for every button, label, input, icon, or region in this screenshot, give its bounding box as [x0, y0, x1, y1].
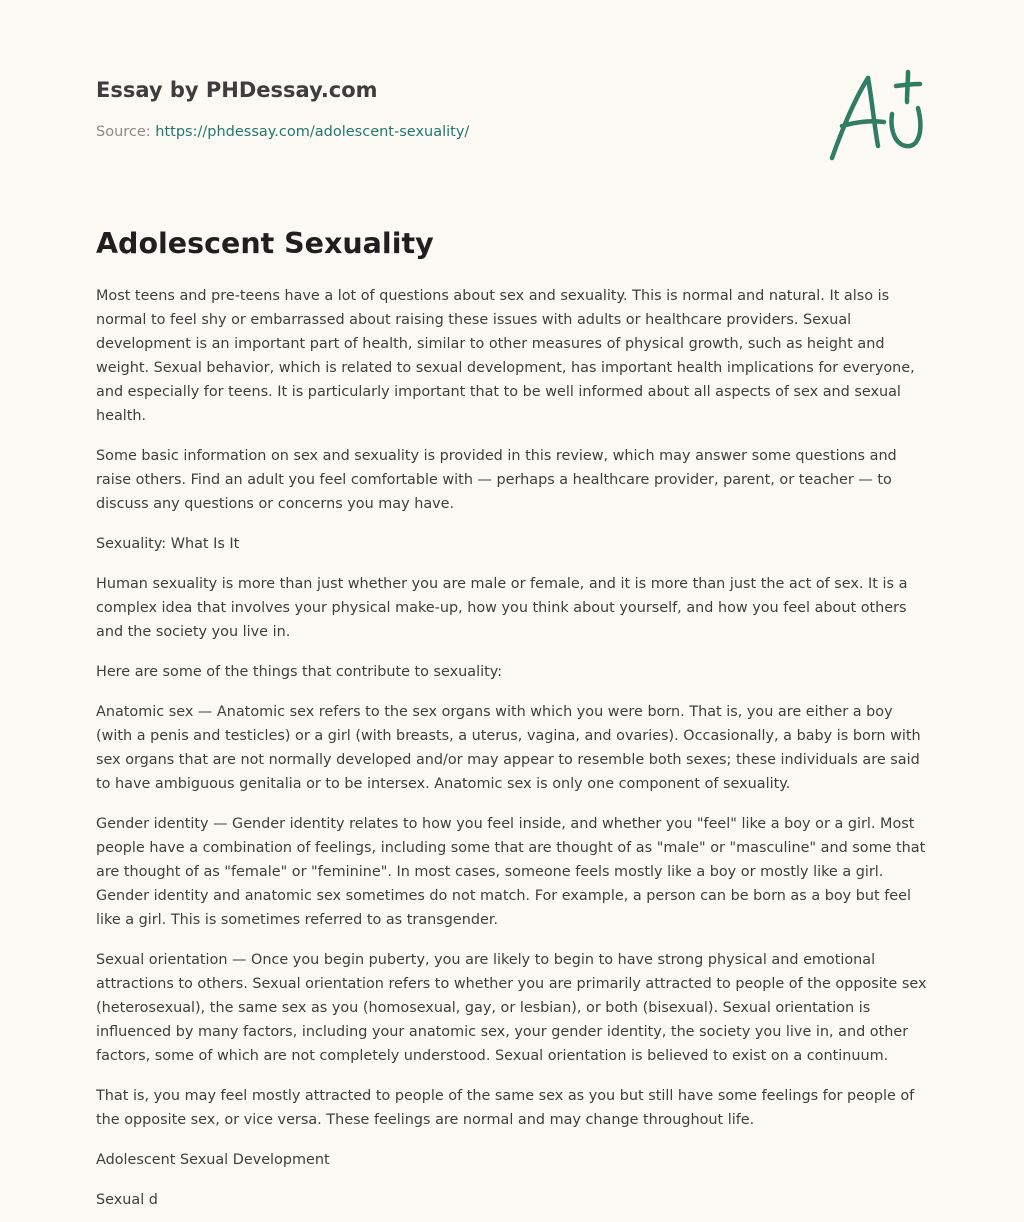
paragraph-contributors: Here are some of the things that contribute to sexuality: [96, 664, 503, 680]
paragraph-basic-info: Some basic information on sex and sexuality is provided in this review, which may answer some questions and raise others. Find an adult you feel comfortable with — perhaps a healthcare provider, parent, or teacher — to discuss any questions or concerns you may have. [96, 448, 897, 512]
source-label: Source: [96, 124, 156, 140]
paragraph-human-sexuality: Human sexuality is more than just whether you are male or female, and it is more than just the act of sex. It is a complex idea that involves your physical make-up, how you think about yourself, and how you feel about others and the society you live in. [96, 576, 908, 640]
essay-content [96, 284, 928, 1222]
site-header [96, 76, 796, 142]
section-heading-sexuality: Sexuality: What Is It [96, 536, 240, 552]
paragraph-anatomic-sex: Anatomic sex — Anatomic sex refers to the sex organs with which you were born. That is, you are either a boy (with a penis and testicles) or a girl (with breasts, a uterus, vagina, and ovaries). Occasionally, a baby is born with sex organs that are not normally developed and/or may appear to resemble both sexes; these individuals are said to have ambiguous genitalia or to be intersex. Anatomic sex is only one component of sexuality. [96, 704, 921, 792]
section-heading-development: Adolescent Sexual Development [96, 1152, 330, 1168]
source-link[interactable]: https://phdessay.com/adolescent-sexuality/ [155, 124, 470, 140]
paragraph-truncated: Sexual d [96, 1192, 158, 1208]
source-line [96, 122, 796, 142]
paragraph-intro: Most teens and pre-teens have a lot of questions about sex and sexuality. This is normal and natural. It also is normal to feel shy or embarrassed about raising these issues with adults or healthcare providers. Sexual development is an important part of health, similar to other measures of physical growth, such as height and weight. Sexual behavior, which is related to sexual development, has important health implications for everyone, and especially for teens. It is particularly important that to be well informed about all aspects of sex and sexual health. [96, 288, 915, 424]
a-plus-logo-icon [820, 66, 930, 166]
paragraph-gender-identity: Gender identity — Gender identity relates to how you feel inside, and whether you "feel" like a boy or a girl. Most people have a combination of feelings, including some that are thought of as "male" or "masculine" and some that are thought of as "female" or "feminine". In most cases, someone feels mostly like a boy or mostly like a girl. Gender identity and anatomic sex sometimes do not match. For example, a person can be born as a boy but feel like a girl. This is sometimes referred to as transgender. [96, 816, 926, 928]
site-title: Essay by PHDessay.com [96, 78, 378, 102]
essay-title: Adolescent Sexuality [96, 227, 434, 260]
paragraph-continuum: That is, you may feel mostly attracted to people of the same sex as you but still have some feelings for people of the opposite sex, or vice versa. These feelings are normal and may change throughout life. [96, 1088, 915, 1128]
paragraph-sexual-orientation: Sexual orientation — Once you begin puberty, you are likely to begin to have strong physical and emotional attractions to others. Sexual orientation refers to whether you are primarily attracted to people of the opposite sex (heterosexual), the same sex as you (homosexual, gay, or lesbian), or both (bisexual). Sexual orientation is influenced by many factors, including your anatomic sex, your gender identity, the society you live in, and other factors, some of which are not completely understood. Sexual orientation is believed to exist on a continuum. [96, 952, 927, 1064]
